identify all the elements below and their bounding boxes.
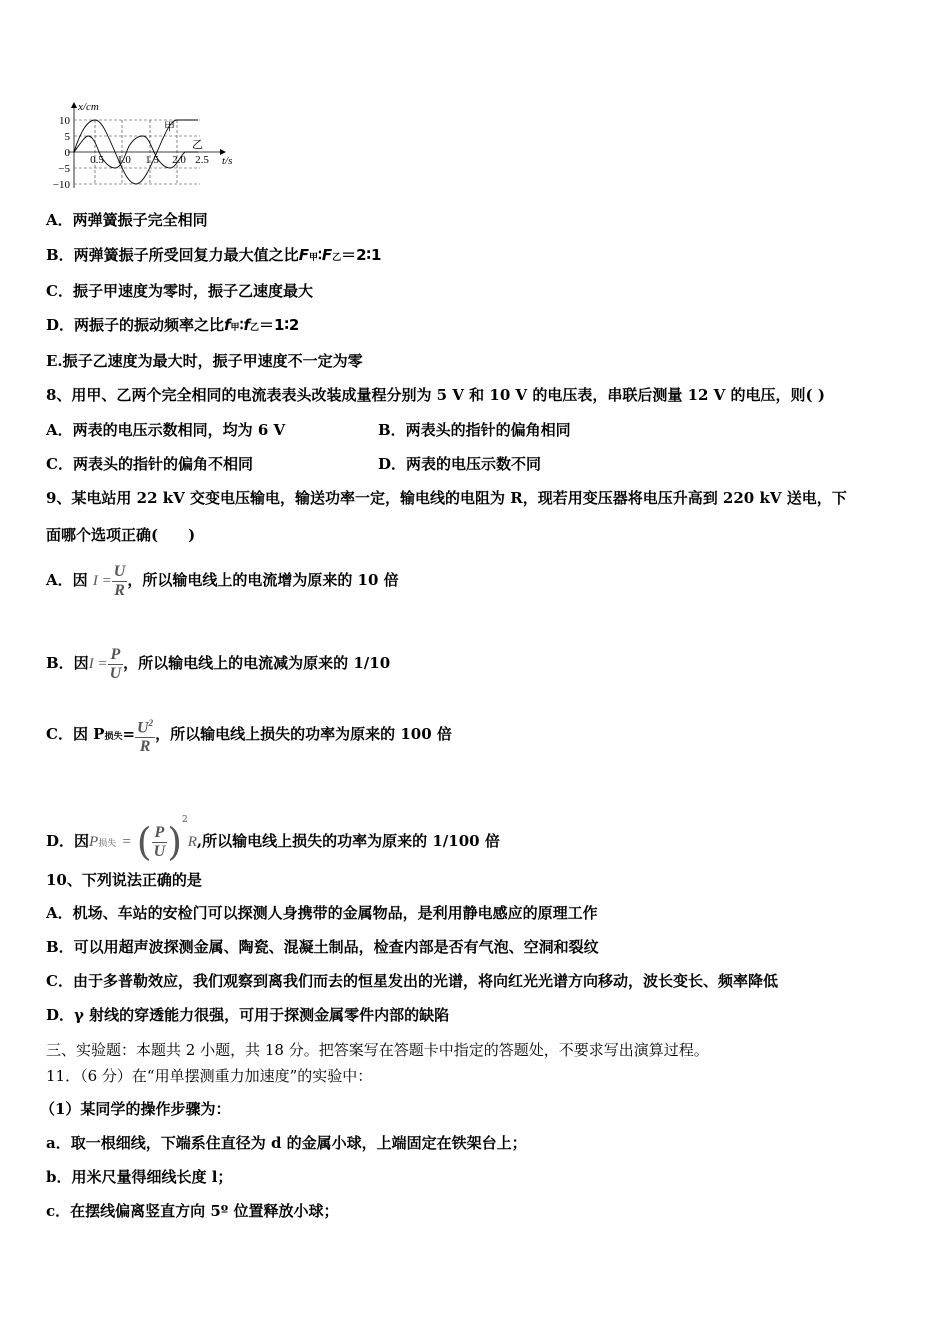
q11-sub1: （1）某同学的操作步骤为： (40, 1100, 231, 1118)
q10-option-d: D．γ 射线的穿透能力很强，可用于探测金属零件内部的缺陷 (46, 1006, 450, 1024)
curve-b-label: 乙 (192, 139, 203, 151)
q9-option-c-suffix: ，所以输电线上损失的功率为原来的 100 倍 (155, 725, 452, 743)
q7-option-c: C．振子甲速度为零时，振子乙速度最大 (46, 282, 313, 300)
q9-option-c (46, 712, 452, 759)
q7-option-d-symbol-f2: f (243, 316, 250, 334)
q7-option-d-prefix: D．两振子的振动频率之比 (46, 316, 225, 334)
q7-option-d (46, 315, 299, 338)
q9-stem-line2: 面哪个选项正确( ) (46, 526, 196, 544)
q9-option-a-fraction (112, 563, 128, 600)
x-tick-10: 1.0 (117, 154, 131, 166)
q9-option-b-numerator: P (108, 646, 124, 665)
q9-option-a-lhs: I = (92, 573, 112, 589)
q9-option-a-prefix: A．因 (46, 571, 88, 589)
y-axis-label: x/cm (78, 101, 99, 113)
q9-option-d-numerator: P (152, 824, 168, 843)
q9-option-c-numerator (135, 714, 155, 738)
q7-option-d-symbol-f1: f (224, 316, 231, 334)
q9-option-a (46, 560, 399, 601)
q9-option-d-left-paren: ( (136, 820, 152, 864)
q9-option-d-eq: = (121, 834, 132, 850)
q9-option-a-numerator: U (113, 562, 126, 580)
q7-option-b-ratio: ＝2∶1 (341, 246, 382, 264)
q7-option-b-sub1: 甲 (308, 253, 318, 263)
q9-option-c-num-u: U (137, 719, 149, 737)
q7-option-d-sub2: 乙 (250, 323, 260, 333)
q7-option-b-symbol-f2: F (321, 246, 333, 264)
q9-option-c-fraction (135, 714, 155, 756)
x-tick-05: 0.5 (90, 154, 104, 166)
q7-option-d-sub1: 甲 (230, 323, 240, 333)
y-tick-neg10: −10 (52, 179, 70, 191)
q9-option-d-sub: 损失 (98, 839, 117, 849)
q7-option-d-sep: ∶ (239, 316, 244, 334)
q7-option-b-sub2: 乙 (332, 253, 342, 263)
section3-heading: 三、实验题：本题共 2 小题，共 18 分。把答案写在答题卡中指定的答题处，不要求写出演算过程。 (46, 1041, 709, 1059)
q9-option-c-eq: = (122, 725, 136, 743)
q11-stem: 11．（6 分）在“用单摆测重力加速度”的实验中： (46, 1067, 373, 1085)
q9-option-a-suffix: ，所以输电线上的电流增为原来的 10 倍 (127, 571, 399, 589)
q9-option-d-prefix: D．因 (46, 832, 90, 850)
q9-option-b-lhs: I = (88, 656, 108, 672)
x-axis-label: t/s (222, 155, 233, 167)
q11-step-c: c．在摆线偏离竖直方向 5º 位置释放小球； (46, 1202, 339, 1220)
q9-option-b (46, 643, 390, 684)
q9-option-d-sup: 2 (182, 815, 188, 825)
q9-option-d-suffix: ,所以输电线上损失的功率为原来的 1/100 倍 (196, 832, 500, 850)
q9-option-d-right-paren: ) (167, 820, 183, 864)
q7-option-b-sep: ∶ (317, 246, 322, 264)
q9-option-d-r: R (187, 834, 197, 850)
q9-option-a-denominator: R (114, 581, 125, 599)
y-tick-neg5: −5 (58, 163, 70, 175)
q10-option-b: B．可以用超声波探测金属、陶瓷、混凝土制品，检查内部是否有气泡、空洞和裂纹 (46, 938, 599, 956)
q9-option-d (46, 792, 500, 872)
q9-option-c-sub: 损失 (104, 732, 123, 742)
q8-option-b: B．两表头的指针的偏角相同 (378, 421, 571, 439)
q7-option-d-ratio: ＝1∶2 (259, 316, 300, 334)
q9-option-d-p: P (89, 834, 99, 850)
q10-stem: 10、下列说法正确的是 (46, 871, 202, 889)
oscillation-graph (40, 100, 240, 195)
q8-option-a: A．两表的电压示数相同，均为 6 V (46, 421, 286, 439)
q9-option-b-fraction (108, 646, 124, 683)
x-tick-25: 2.5 (195, 154, 209, 166)
q9-option-c-denominator: R (139, 738, 151, 756)
y-tick-0: 0 (64, 147, 70, 159)
q7-option-e: E.振子乙速度为最大时，振子甲速度不一定为零 (46, 352, 363, 370)
q7-option-a: A．两弹簧振子完全相同 (46, 211, 208, 229)
x-tick-20: 2.0 (172, 154, 186, 166)
q9-option-c-prefix: C．因 P (46, 725, 105, 743)
q9-option-c-sup: 2 (148, 717, 154, 728)
y-axis-arrow (71, 102, 77, 108)
q9-option-d-denominator: U (153, 842, 166, 860)
q11-step-b: b．用米尺量得细线长度 l； (46, 1168, 233, 1186)
q10-option-c: C．由于多普勒效应，我们观察到离我们而去的恒星发出的光谱，将向红光光谱方向移动，波长变长、频率降低 (46, 972, 778, 990)
curve-a-label: 甲 (164, 121, 175, 133)
q7-option-b-prefix: B．两弹簧振子所受回复力最大值之比 (46, 246, 299, 264)
q9-option-b-denominator: U (109, 664, 122, 682)
q9-option-d-fraction (152, 824, 168, 861)
q8-option-c: C．两表头的指针的偏角不相同 (46, 455, 253, 473)
q9-option-b-suffix: ，所以输电线上的电流减为原来的 1/10 (123, 654, 391, 672)
q10-option-a: A．机场、车站的安检门可以探测人身携带的金属物品，是利用静电感应的原理工作 (46, 904, 598, 922)
q8-stem: 8、用甲、乙两个完全相同的电流表表头改装成量程分别为 5 V 和 10 V 的电压表，串联后测量 12 V 的电压，则( ) (46, 386, 825, 404)
x-tick-15: 1.5 (145, 154, 159, 166)
q8-option-d: D．两表的电压示数不同 (378, 455, 542, 473)
q7-option-b-symbol-f1: F (298, 246, 309, 264)
y-tick-5: 5 (64, 131, 70, 143)
q9-option-b-prefix: B．因 (46, 654, 89, 672)
y-tick-10: 10 (59, 115, 70, 127)
q7-option-b (46, 245, 381, 268)
q9-stem-line1: 9、某电站用 22 kV 交变电压输电，输送功率一定，输电线的电阻为 R，现若用变压器将电压升高到 220 kV 送电，下 (46, 489, 847, 507)
q11-step-a: a．取一根细线，下端系住直径为 d 的金属小球，上端固定在铁架台上； (46, 1134, 527, 1152)
